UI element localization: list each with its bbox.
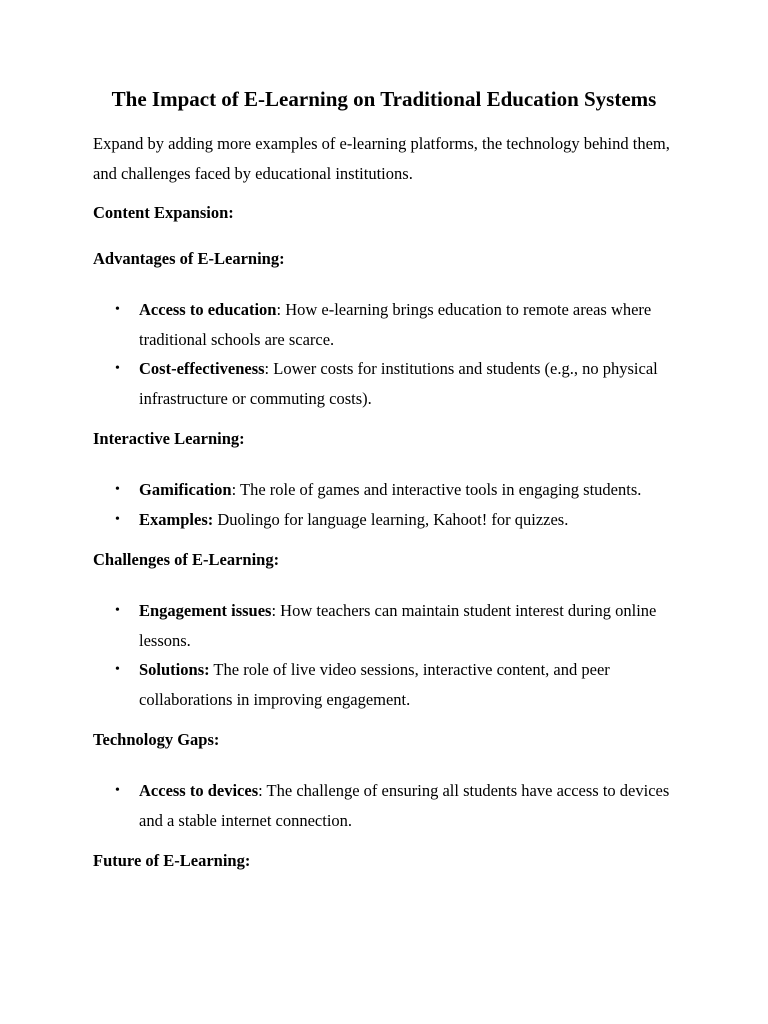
- bullet-icon: •: [115, 783, 120, 798]
- section-heading-future: Future of E-Learning:: [93, 851, 251, 870]
- list-item-term: Access to devices: [139, 781, 259, 800]
- list-item: [93, 596, 675, 655]
- list-item-text: The role of live video sessions, interactive content, and peer collaborations in improving engagement.: [139, 660, 610, 709]
- list-item: [93, 776, 675, 835]
- list-item-text: : The role of games and interactive tools in engaging students.: [231, 480, 642, 499]
- list-item-term: Cost-effectiveness: [139, 359, 265, 378]
- section-heading-challenges: Challenges of E-Learning:: [93, 550, 280, 569]
- intro-paragraph: Expand by adding more examples of e-learning platforms, the technology behind them, and challenges faced by educational institutions.: [93, 134, 670, 183]
- list-item-text: : The challenge of ensuring all students have access to devices and a stable internet connection.: [139, 781, 670, 830]
- bullet-icon: •: [115, 662, 120, 677]
- list-item: [93, 475, 675, 505]
- list-item: [93, 295, 675, 354]
- list-item-term: Gamification: [139, 480, 232, 499]
- challenges-list: [93, 596, 675, 714]
- list-item-term: Examples:: [139, 509, 214, 529]
- list-item: [93, 354, 675, 413]
- document-title: The Impact of E-Learning on Traditional Education Systems: [111, 87, 657, 111]
- bullet-icon: •: [115, 511, 120, 527]
- list-item-text: : How e-learning brings education to remote areas where traditional schools are scarce.: [139, 300, 652, 349]
- advantages-list: [93, 295, 675, 413]
- technology-gaps-list: [93, 776, 675, 835]
- bullet-icon: •: [115, 361, 120, 376]
- list-item-text: Duolingo for language learning, Kahoot! for quizzes.: [213, 509, 569, 529]
- list-item: [93, 505, 675, 535]
- list-item-term: Engagement issues: [139, 601, 272, 620]
- bullet-icon: •: [115, 603, 120, 618]
- bullet-icon: •: [115, 302, 120, 317]
- section-heading-content-expansion: Content Expansion:: [93, 203, 234, 222]
- document-page: [93, 87, 675, 897]
- list-item-term: Solutions:: [139, 660, 210, 679]
- bullet-icon: •: [115, 482, 120, 497]
- list-item-text: : How teachers can maintain student interest during online lessons.: [139, 601, 657, 650]
- list-item: [93, 655, 675, 714]
- list-item-text: : Lower costs for institutions and students (e.g., no physical infrastructure or commuting costs).: [139, 359, 658, 408]
- section-heading-technology-gaps: Technology Gaps:: [93, 730, 220, 749]
- interactive-learning-list: [93, 475, 675, 534]
- section-heading-advantages: Advantages of E-Learning:: [93, 249, 285, 268]
- section-heading-interactive-learning: Interactive Learning:: [93, 429, 245, 448]
- list-item-term: Access to education: [139, 300, 277, 319]
